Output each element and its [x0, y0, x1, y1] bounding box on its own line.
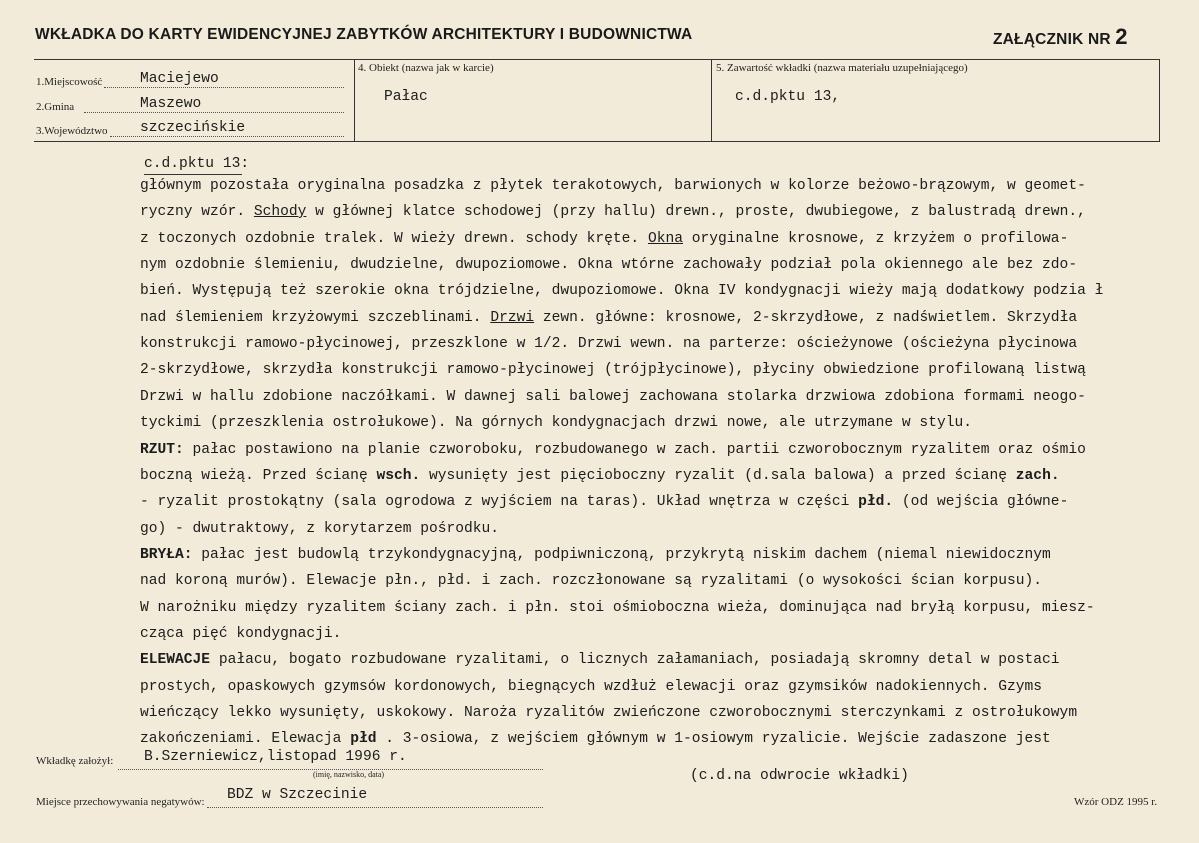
gmina-dots — [84, 111, 344, 113]
header-right-edge — [1159, 59, 1160, 141]
body-line — [140, 336, 1077, 352]
body-line — [140, 178, 1086, 194]
body-line — [140, 283, 1103, 299]
miejscowosc-value: Maciejewo — [140, 71, 219, 87]
text-segment: nad ślemieniem krzyżowymi szczeblinami. — [140, 310, 491, 326]
body-line — [140, 415, 972, 431]
annex-number: 2 — [1115, 24, 1128, 49]
form-title: WKŁADKA DO KARTY EWIDENCYJNEJ ZABYTKÓW ARCHITEKTURY I BUDOWNICTWA — [35, 26, 693, 43]
text-segment: głównym pozostała oryginalna posadzka z płytek terakotowych, barwionych w kolorze beżowo-brązowym, w geomet- — [140, 178, 1086, 194]
body-line — [140, 652, 1060, 668]
body-line — [140, 731, 1051, 747]
text-segment: pałac postawiono na planie czworoboku, rozbudowanego w zach. partii czworobocznym ryzalitem oraz ośmio — [183, 442, 1086, 458]
bold-keyword: płd — [350, 731, 377, 747]
underlined-keyword: Drzwi — [490, 310, 535, 326]
bold-keyword: zach. — [1015, 468, 1060, 484]
bold-keyword: RZUT: — [140, 442, 184, 458]
body-line — [140, 468, 1060, 484]
text-segment: z toczonych ozdobnie tralek. W wieży drewn. schody kręte. — [140, 231, 648, 247]
zawartosc-label: 5. Zawartość wkładki (nazwa materiału uzupełniającego) — [716, 62, 968, 74]
body-line — [140, 310, 1077, 326]
bold-keyword: BRYŁA: — [140, 547, 193, 563]
zawartosc-value: c.d.pktu 13, — [735, 89, 841, 105]
annex-label-text: ZAŁĄCZNIK NR — [993, 31, 1111, 48]
text-segment: pałac jest budowlą trzykondygnacyjną, podpiwniczoną, przykrytą niskim dachem (niemal niewidocznym — [192, 547, 1051, 563]
text-segment: tyckimi (przeszklenia ostrołukowe). Na górnych kondygnacjach drzwi nowe, ale utrzymane w stylu. — [140, 415, 972, 431]
form-code: Wzór ODZ 1995 r. — [1074, 796, 1158, 808]
text-segment: zewn. główne: krosnowe, 2-skrzydłowe, z nadświetlem. Skrzydła — [534, 310, 1078, 326]
negatywy-value: BDZ w Szczecinie — [227, 787, 368, 803]
body-line — [140, 231, 1068, 247]
annex-label — [993, 24, 1128, 50]
miejscowosc-label: 1.Miejscowość — [36, 76, 103, 88]
obiekt-value: Pałac — [384, 89, 428, 105]
body-line — [140, 573, 1042, 589]
bold-keyword: ELEWACJE — [140, 652, 211, 668]
body-heading-underline — [144, 174, 242, 175]
gmina-label: 2.Gmina — [36, 101, 75, 113]
body-line — [140, 547, 1051, 563]
zalozyl-label: Wkładkę założył: — [36, 755, 114, 767]
text-segment: 2-skrzydłowe, skrzydła konstrukcji ramowo-płycinowej (trójpłycinowe), płyciny obwiedzione profilowaną listwą — [140, 362, 1086, 378]
text-segment: konstrukcji ramowo-płycinowej, przeszklone w 1/2. Drzwi wewn. na parterze: ościeżynowe (ościeżyna płycinowa — [140, 336, 1078, 352]
body-heading: c.d.pktu 13: — [144, 156, 250, 172]
text-segment: w głównej klatce schodowej (przy hallu) drewn., proste, dwubiegowe, z balustradą drewn., — [306, 204, 1086, 220]
text-segment: cząca pięć kondygnacji. — [140, 626, 342, 642]
body-line — [140, 362, 1086, 378]
header-divider-2 — [711, 59, 712, 141]
text-segment: go) - dwutraktowy, z korytarzem pośrodku. — [140, 521, 500, 537]
text-segment: wysunięty jest pięcioboczny ryzalit (d.sala balowa) a przed ścianę — [420, 468, 1016, 484]
text-segment: Drzwi w hallu zdobione naczółkami. W dawnej sali balowej zachowana stolarka drzwiowa zdobiona formami neogo- — [140, 389, 1086, 405]
text-segment: . 3-osiowa, z wejściem głównym w 1-osiowym ryzalicie. Wejście zadaszone jest — [376, 731, 1051, 747]
body-line — [140, 257, 1077, 273]
bold-keyword: płd. — [858, 494, 894, 510]
bold-keyword: wsch. — [376, 468, 421, 484]
body-line — [140, 521, 499, 537]
text-segment: boczną wieżą. Przed ścianę — [140, 468, 377, 484]
negatywy-dots — [207, 806, 543, 808]
body-line — [140, 494, 1068, 510]
underlined-keyword: Okna — [647, 231, 683, 247]
body-line — [140, 705, 1077, 721]
body-line — [140, 679, 1042, 695]
text-segment: zakończeniami. Elewacja — [140, 731, 351, 747]
zalozyl-hint: (imię, nazwisko, data) — [313, 770, 385, 779]
text-segment: pałacu, bogato rozbudowane ryzalitami, o licznych załamaniach, posiadają skromny detal w postaci — [210, 652, 1060, 668]
negatywy-label: Miejsce przechowywania negatywów: — [36, 796, 205, 808]
body-line — [140, 600, 1095, 616]
text-segment: W narożniku między ryzalitem ściany zach. i płn. stoi ośmioboczna wieża, dominująca nad bryłą korpusu, miesz- — [140, 600, 1095, 616]
text-segment: bień. Występują też szerokie okna trójdzielne, dwupoziomowe. Okna IV kondygnacji wieży mają dodatkowy podzia ł — [140, 283, 1104, 299]
underlined-keyword: Schody — [253, 204, 307, 220]
body-line — [140, 389, 1086, 405]
text-segment: wieńczący lekko wysunięty, uskokowy. Naroża ryzalitów zwieńczone czworobocznymi sterczynkami z ostrołukowym — [140, 705, 1078, 721]
text-segment: - ryzalit prostokątny (sala ogrodowa z wyjściem na taras). Układ wnętrza w części — [140, 494, 859, 510]
wojewodztwo-label: 3.Województwo — [36, 125, 108, 137]
obiekt-label: 4. Obiekt (nazwa jak w karcie) — [358, 62, 494, 74]
text-segment: ryczny wzór. — [140, 204, 254, 220]
body-line — [140, 442, 1086, 458]
gmina-value: Maszewo — [140, 96, 202, 112]
zalozyl-value: B.Szerniewicz,listopad 1996 r. — [144, 749, 407, 765]
header-divider-1 — [354, 59, 355, 141]
body-line — [140, 626, 341, 642]
text-segment: oryginalne krosnowe, z krzyżem o profilowa- — [682, 231, 1069, 247]
text-segment: nym ozdobnie ślemieniu, dwudzielne, dwupoziomowe. Okna wtórne zachowały podział pola okiennego ale bez zdo- — [140, 257, 1078, 273]
wojewodztwo-value: szczecińskie — [140, 120, 246, 136]
text-segment: (od wejścia główne- — [893, 494, 1069, 510]
body-line — [140, 204, 1086, 220]
continued-note: (c.d.na odwrocie wkładki) — [690, 768, 909, 784]
text-segment: nad koroną murów). Elewacje płn., płd. i zach. rozczłonowane są ryzalitami (o wysokości ścian korpusu). — [140, 573, 1043, 589]
text-segment: prostych, opaskowych gzymsów kordonowych, biegnących wzdłuż elewacji oraz gzymsików nadokiennych. Gzyms — [140, 679, 1043, 695]
header-top-rule — [34, 59, 1160, 60]
header-bottom-rule — [34, 141, 1160, 142]
